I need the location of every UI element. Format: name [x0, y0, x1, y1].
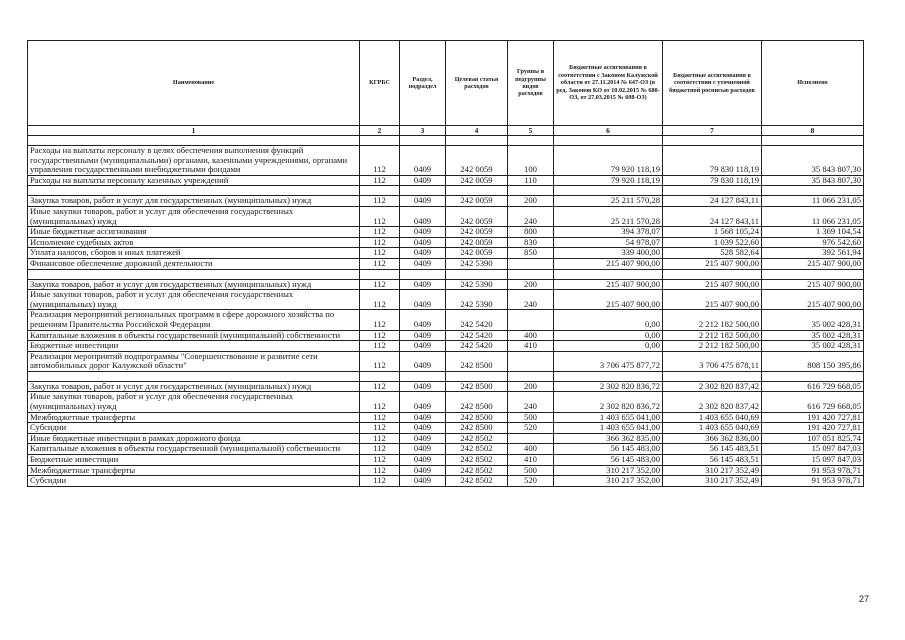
cell-b: 24 127 843,11	[663, 196, 762, 207]
cell-b	[663, 269, 762, 279]
cell-k: 112	[360, 476, 400, 487]
cell-name: Расходы на выплаты персоналу в целях обеспечения выполнения функций государственными (муниципальными) органами, казенными учреждениями, органами управления государственными внебюджетными фондами	[28, 146, 360, 176]
cell-g: 830	[508, 237, 554, 248]
cell-b: 2 302 820 837,42	[663, 392, 762, 412]
cell-g: 400	[508, 444, 554, 455]
cell-c: 191 420 727,81	[762, 423, 864, 434]
cell-k	[360, 186, 400, 196]
cell-c: 392 561,94	[762, 248, 864, 259]
cell-g: 520	[508, 476, 554, 487]
cell-name: Исполнение судебных актов	[28, 237, 360, 248]
cell-g	[508, 433, 554, 444]
cell-g	[508, 258, 554, 269]
table-row	[28, 330, 864, 341]
cell-a: 54 978,07	[554, 237, 663, 248]
table-row	[28, 310, 864, 330]
cell-k: 112	[360, 237, 400, 248]
cell-b: 310 217 352,49	[663, 476, 762, 487]
table-row	[28, 146, 864, 176]
cell-k: 112	[360, 433, 400, 444]
cell-c: 976 542,60	[762, 237, 864, 248]
cell-t: 242 8500	[446, 412, 508, 423]
col-number: 8	[762, 126, 864, 136]
cell-name: Капитальные вложения в объекты государственной (муниципальной) собственности	[28, 330, 360, 341]
cell-a: 366 362 835,00	[554, 433, 663, 444]
cell-b: 215 407 900,00	[663, 258, 762, 269]
cell-b: 24 127 843,11	[663, 206, 762, 226]
cell-t: 242 0059	[446, 146, 508, 176]
header-name: Наименование	[28, 41, 360, 126]
cell-name: Финансовое обеспечение дорожной деятельности	[28, 258, 360, 269]
cell-k	[360, 269, 400, 279]
col-number: 2	[360, 126, 400, 136]
cell-b: 56 145 483,51	[663, 444, 762, 455]
cell-k: 112	[360, 341, 400, 352]
cell-t: 242 5390	[446, 258, 508, 269]
cell-g: 200	[508, 196, 554, 207]
cell-s: 0409	[400, 206, 446, 226]
cell-c: 107 051 825,74	[762, 433, 864, 444]
cell-k: 112	[360, 279, 400, 290]
header-row	[28, 41, 864, 126]
cell-b: 2 212 182 500,00	[663, 310, 762, 330]
header-law: Бюджетные ассигнования в соответствии с Законом Калужской области от 27.11.2014 № 647-ОЗ (в ред. Законов КО от 10.02.2015 № 680-ОЗ, от 27.03.2015 № 698-ОЗ)	[554, 41, 663, 126]
cell-b: 1 039 522,60	[663, 237, 762, 248]
cell-s: 0409	[400, 175, 446, 186]
col-number: 6	[554, 126, 663, 136]
cell-g	[508, 351, 554, 371]
cell-c: 15 097 847,03	[762, 444, 864, 455]
cell-a: 2 302 820 836,72	[554, 392, 663, 412]
cell-c: 35 002 428,31	[762, 341, 864, 352]
cell-k: 112	[360, 392, 400, 412]
table-row	[28, 433, 864, 444]
table-row	[28, 381, 864, 392]
cell-g: 500	[508, 465, 554, 476]
cell-s: 0409	[400, 444, 446, 455]
cell-name: Иные закупки товаров, работ и услуг для обеспечения государственных (муниципальных) нужд	[28, 392, 360, 412]
cell-t: 242 8500	[446, 423, 508, 434]
cell-g: 240	[508, 392, 554, 412]
cell-k: 112	[360, 412, 400, 423]
table-row	[28, 351, 864, 371]
cell-t: 242 8502	[446, 476, 508, 487]
cell-a: 25 211 570,28	[554, 196, 663, 207]
cell-t: 242 8500	[446, 392, 508, 412]
cell-a	[554, 186, 663, 196]
table-row	[28, 476, 864, 487]
cell-b: 79 830 118,19	[663, 146, 762, 176]
cell-k: 112	[360, 146, 400, 176]
cell-t: 242 8502	[446, 455, 508, 466]
cell-t: 242 8500	[446, 351, 508, 371]
spacer-row	[28, 269, 864, 279]
cell-t: 242 0059	[446, 248, 508, 259]
cell-a: 25 211 570,28	[554, 206, 663, 226]
cell-b: 366 362 836,00	[663, 433, 762, 444]
cell-k: 112	[360, 310, 400, 330]
table-row	[28, 341, 864, 352]
col-number: 4	[446, 126, 508, 136]
cell-s: 0409	[400, 310, 446, 330]
cell-t	[446, 186, 508, 196]
header-executed: Исполнено	[762, 41, 864, 126]
table-row	[28, 412, 864, 423]
cell-g: 110	[508, 175, 554, 186]
cell-t: 242 8502	[446, 433, 508, 444]
cell-k	[360, 136, 400, 146]
cell-g	[508, 186, 554, 196]
cell-g: 800	[508, 227, 554, 238]
table-row	[28, 248, 864, 259]
table-row	[28, 423, 864, 434]
cell-name: Закупка товаров, работ и услуг для государственных (муниципальных) нужд	[28, 196, 360, 207]
cell-a: 0,00	[554, 341, 663, 352]
cell-b: 1 568 105,24	[663, 227, 762, 238]
cell-name: Иные бюджетные инвестиции в рамках дорожного фонда	[28, 433, 360, 444]
cell-c: 1 369 104,54	[762, 227, 864, 238]
cell-k: 112	[360, 227, 400, 238]
cell-g: 850	[508, 248, 554, 259]
cell-name: Бюджетные инвестиции	[28, 341, 360, 352]
cell-t	[446, 371, 508, 381]
cell-a: 1 403 655 041,00	[554, 423, 663, 434]
budget-table	[27, 40, 864, 487]
cell-k: 112	[360, 258, 400, 269]
cell-b: 2 212 182 500,00	[663, 341, 762, 352]
cell-name: Закупка товаров, работ и услуг для государственных (муниципальных) нужд	[28, 381, 360, 392]
col-number: 5	[508, 126, 554, 136]
column-numbers-row	[28, 126, 864, 136]
cell-b	[663, 186, 762, 196]
cell-g	[508, 136, 554, 146]
cell-a: 0,00	[554, 330, 663, 341]
cell-s	[400, 269, 446, 279]
cell-name: Уплата налогов, сборов и иных платежей	[28, 248, 360, 259]
cell-b: 2 302 820 837,42	[663, 381, 762, 392]
cell-k: 112	[360, 423, 400, 434]
cell-a: 0,00	[554, 310, 663, 330]
cell-c: 11 066 231,05	[762, 196, 864, 207]
cell-s: 0409	[400, 381, 446, 392]
cell-a: 310 217 352,00	[554, 465, 663, 476]
cell-t: 242 5420	[446, 341, 508, 352]
cell-b: 215 407 900,00	[663, 279, 762, 290]
cell-c: 191 420 727,81	[762, 412, 864, 423]
cell-k: 112	[360, 196, 400, 207]
cell-t: 242 8502	[446, 465, 508, 476]
cell-name	[28, 136, 360, 146]
cell-s: 0409	[400, 476, 446, 487]
cell-s	[400, 371, 446, 381]
cell-g	[508, 371, 554, 381]
cell-k: 112	[360, 248, 400, 259]
spacer-row	[28, 136, 864, 146]
cell-s: 0409	[400, 237, 446, 248]
cell-s: 0409	[400, 196, 446, 207]
cell-g: 200	[508, 279, 554, 290]
cell-c: 35 002 428,31	[762, 330, 864, 341]
cell-a: 215 407 900,00	[554, 258, 663, 269]
header-ktrbs: КГРБС	[360, 41, 400, 126]
cell-t: 242 5420	[446, 310, 508, 330]
cell-b: 528 582,64	[663, 248, 762, 259]
cell-a: 215 407 900,00	[554, 279, 663, 290]
cell-c: 15 097 847,03	[762, 455, 864, 466]
table-body	[28, 136, 864, 487]
spacer-row	[28, 186, 864, 196]
cell-k: 112	[360, 175, 400, 186]
cell-c: 35 843 807,30	[762, 175, 864, 186]
cell-s: 0409	[400, 433, 446, 444]
cell-t: 242 8500	[446, 381, 508, 392]
table-row	[28, 279, 864, 290]
cell-g: 240	[508, 290, 554, 310]
cell-c: 35 843 807,30	[762, 146, 864, 176]
cell-k: 112	[360, 444, 400, 455]
cell-s: 0409	[400, 248, 446, 259]
cell-a: 1 403 655 041,00	[554, 412, 663, 423]
table-row	[28, 237, 864, 248]
header-section: Раздел, подраздел	[400, 41, 446, 126]
cell-b: 215 407 900,00	[663, 290, 762, 310]
cell-name: Закупка товаров, работ и услуг для государственных (муниципальных) нужд	[28, 279, 360, 290]
table-row	[28, 227, 864, 238]
cell-c: 616 729 668,05	[762, 392, 864, 412]
cell-b: 1 403 655 040,69	[663, 412, 762, 423]
cell-t: 242 0059	[446, 175, 508, 186]
cell-t: 242 5390	[446, 279, 508, 290]
cell-c: 215 407 900,00	[762, 258, 864, 269]
cell-t: 242 5420	[446, 330, 508, 341]
cell-s: 0409	[400, 227, 446, 238]
cell-a	[554, 269, 663, 279]
header-groups: Группы и подгруппы видов расходов	[508, 41, 554, 126]
cell-k: 112	[360, 465, 400, 476]
cell-g	[508, 269, 554, 279]
cell-g: 100	[508, 146, 554, 176]
cell-g: 400	[508, 330, 554, 341]
cell-g: 410	[508, 341, 554, 352]
cell-a: 79 920 118,19	[554, 146, 663, 176]
header-target: Целевая статья расходов	[446, 41, 508, 126]
cell-s: 0409	[400, 465, 446, 476]
table-row	[28, 175, 864, 186]
cell-t: 242 0059	[446, 196, 508, 207]
cell-a: 339 400,00	[554, 248, 663, 259]
cell-k: 112	[360, 290, 400, 310]
cell-c	[762, 136, 864, 146]
table-row	[28, 206, 864, 226]
cell-t: 242 0059	[446, 227, 508, 238]
cell-c: 616 729 668,05	[762, 381, 864, 392]
spacer-row	[28, 371, 864, 381]
cell-c: 35 002 428,31	[762, 310, 864, 330]
cell-k: 112	[360, 351, 400, 371]
cell-a: 2 302 820 836,72	[554, 381, 663, 392]
cell-k	[360, 371, 400, 381]
cell-a: 56 145 483,00	[554, 444, 663, 455]
cell-s: 0409	[400, 330, 446, 341]
table-row	[28, 455, 864, 466]
cell-b: 2 212 182 500,00	[663, 330, 762, 341]
page-number: 27	[858, 594, 869, 604]
cell-s: 0409	[400, 455, 446, 466]
cell-name: Расходы на выплаты персоналу казенных учреждений	[28, 175, 360, 186]
cell-a: 215 407 900,00	[554, 290, 663, 310]
cell-name: Субсидии	[28, 423, 360, 434]
cell-b	[663, 371, 762, 381]
table-row	[28, 258, 864, 269]
cell-a: 310 217 352,00	[554, 476, 663, 487]
cell-a	[554, 371, 663, 381]
cell-name: Межбюджетные трансферты	[28, 412, 360, 423]
cell-b	[663, 136, 762, 146]
cell-s: 0409	[400, 392, 446, 412]
cell-s: 0409	[400, 290, 446, 310]
cell-name: Межбюджетные трансферты	[28, 465, 360, 476]
cell-t	[446, 269, 508, 279]
cell-c: 91 953 978,71	[762, 476, 864, 487]
cell-b: 1 403 655 040,69	[663, 423, 762, 434]
cell-t	[446, 136, 508, 146]
cell-t: 242 8502	[446, 444, 508, 455]
cell-name: Субсидии	[28, 476, 360, 487]
cell-g: 500	[508, 412, 554, 423]
cell-a: 56 145 483,00	[554, 455, 663, 466]
cell-b: 310 217 352,49	[663, 465, 762, 476]
cell-k: 112	[360, 330, 400, 341]
cell-a	[554, 136, 663, 146]
cell-g	[508, 310, 554, 330]
cell-s: 0409	[400, 423, 446, 434]
cell-k: 112	[360, 381, 400, 392]
cell-name: Реализация мероприятий подпрограммы "Совершенствование и развитие сети автомобильных дорог Калужской области"	[28, 351, 360, 371]
table-row	[28, 465, 864, 476]
table-row	[28, 290, 864, 310]
cell-s	[400, 186, 446, 196]
cell-s: 0409	[400, 351, 446, 371]
cell-name: Капитальные вложения в объекты государственной (муниципальной) собственности	[28, 444, 360, 455]
col-number: 3	[400, 126, 446, 136]
cell-c: 215 407 900,00	[762, 279, 864, 290]
cell-name	[28, 186, 360, 196]
cell-name: Реализация мероприятий региональных программ в сфере дорожного хозяйства по решениям Правительства Российской Федерации	[28, 310, 360, 330]
cell-c	[762, 371, 864, 381]
cell-c: 91 953 978,71	[762, 465, 864, 476]
table-row	[28, 392, 864, 412]
table-row	[28, 196, 864, 207]
col-number: 7	[663, 126, 762, 136]
cell-name: Иные закупки товаров, работ и услуг для обеспечения государственных (муниципальных) нужд	[28, 206, 360, 226]
cell-k: 112	[360, 455, 400, 466]
cell-b: 56 145 483,51	[663, 455, 762, 466]
cell-c: 808 150 395,86	[762, 351, 864, 371]
cell-s: 0409	[400, 341, 446, 352]
cell-t: 242 5390	[446, 290, 508, 310]
cell-s: 0409	[400, 258, 446, 269]
header-refined: Бюджетные ассигнования в соответствии с уточненной бюджетной росписью расходов	[663, 41, 762, 126]
cell-g: 240	[508, 206, 554, 226]
cell-name: Иные бюджетные ассигнования	[28, 227, 360, 238]
cell-g: 410	[508, 455, 554, 466]
cell-s	[400, 136, 446, 146]
cell-c	[762, 186, 864, 196]
cell-a: 79 920 118,19	[554, 175, 663, 186]
cell-k: 112	[360, 206, 400, 226]
cell-name: Бюджетные инвестиции	[28, 455, 360, 466]
cell-s: 0409	[400, 412, 446, 423]
cell-g: 200	[508, 381, 554, 392]
cell-name	[28, 371, 360, 381]
cell-a: 394 378,07	[554, 227, 663, 238]
cell-b: 79 830 118,19	[663, 175, 762, 186]
cell-s: 0409	[400, 279, 446, 290]
cell-s: 0409	[400, 146, 446, 176]
cell-a: 3 706 475 877,72	[554, 351, 663, 371]
cell-c: 11 066 231,05	[762, 206, 864, 226]
table-row	[28, 444, 864, 455]
cell-c: 215 407 900,00	[762, 290, 864, 310]
cell-name: Иные закупки товаров, работ и услуг для обеспечения государственных (муниципальных) нужд	[28, 290, 360, 310]
cell-g: 520	[508, 423, 554, 434]
col-number: 1	[28, 126, 360, 136]
cell-c	[762, 269, 864, 279]
cell-name	[28, 269, 360, 279]
cell-b: 3 706 475 878,11	[663, 351, 762, 371]
cell-t: 242 0059	[446, 206, 508, 226]
cell-t: 242 0059	[446, 237, 508, 248]
